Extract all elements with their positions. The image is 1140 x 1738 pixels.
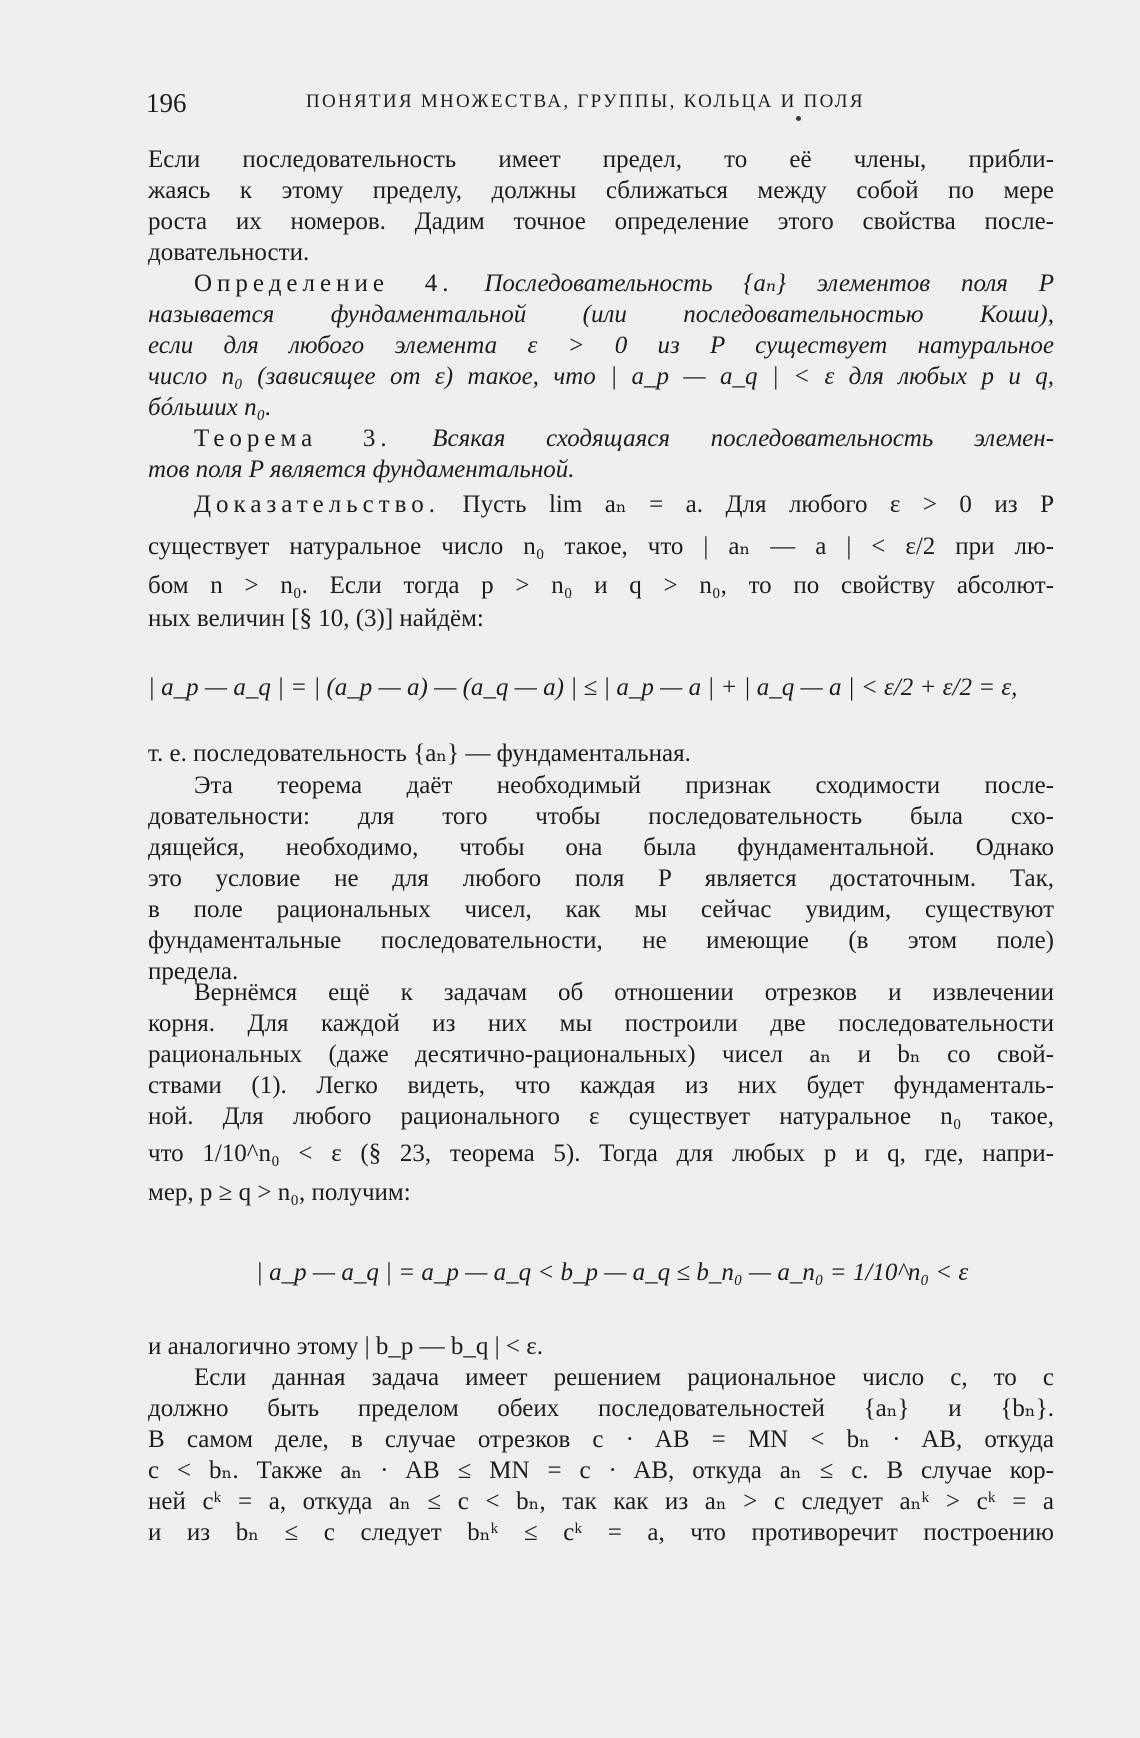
definition-text: Последовательность {aₙ} элементов поля P: [484, 270, 1054, 297]
proof: [148, 485, 1054, 634]
theorem-3: [148, 423, 1054, 485]
ink-speck: [796, 116, 801, 121]
definition-first-line: [148, 268, 1054, 299]
discussion-paragraph: [148, 770, 1054, 987]
text-line: рациональных (даже десятично-рациональных) чисел aₙ и bₙ со свой-: [148, 1041, 1054, 1068]
definition-line: называется фундаментальной (или последовательностью Коши),: [148, 301, 1054, 328]
proof-line: бом n > n₀. Если тогда p > n₀ и q > n₀, то по свойству абсолют-: [148, 572, 1054, 599]
text-line: Если последовательность имеет предел, то её члены, прибли-: [148, 146, 1054, 173]
text-line: предела.: [148, 958, 239, 985]
proof-label: Доказательство.: [194, 491, 441, 518]
text-line: роста их номеров. Дадим точное определение этого свойства после-: [148, 208, 1054, 235]
text-line: ной. Для любого рационального ε существует натуральное n₀ такое,: [148, 1103, 1054, 1130]
proof-first-line: Доказательство. Пусть lim aₙ = a. Для любого ε > 0 из P: [194, 491, 1055, 518]
proof-equation: | a_p — a_q | = | (a_p — a) — (a_q — a) | ≤ | a_p — a | + | a_q — a | < ε/2 + ε/2 = ε,: [148, 674, 1018, 701]
text-line: жаясь к этому пределу, должны сближаться между собой по мере: [148, 177, 1054, 204]
proof-line: ных величин [§ 10, (3)] найдём:: [148, 605, 484, 632]
analog-line: [148, 1331, 1054, 1362]
text-line: корня. Для каждой из них мы построили две последовательности: [148, 1010, 1054, 1037]
definition-4: [148, 268, 1054, 423]
text-line: и аналогично этому | b_p — b_q | < ε.: [148, 1333, 544, 1360]
definition-line: число n₀ (зависящее от ε) такое, что | a_p — a_q | < ε для любых p и q,: [148, 363, 1054, 390]
theorem-text: Всякая сходящаяся последовательность элемен-: [432, 425, 1054, 452]
proof-conclusion: [148, 738, 1054, 769]
text-line: т. е. последовательность {aₙ} — фундаментальная.: [148, 740, 691, 767]
final-paragraph: [148, 1362, 1054, 1548]
text-line: В самом деле, в случае отрезков c · AB = MN < bₙ · AB, откуда: [148, 1426, 1054, 1453]
proof-line: существует натуральное число n₀ такое, что | aₙ — a | < ε/2 при лю-: [148, 533, 1054, 560]
text-line: и из bₙ ≤ c следует bₙᵏ ≤ cᵏ = a, что противоречит построению: [148, 1519, 1054, 1546]
text-line: ней cᵏ = a, откуда aₙ ≤ c < bₙ, так как из aₙ > c следует aₙᵏ > cᵏ = a: [148, 1488, 1054, 1515]
definition-line: если для любого элемента ε > 0 из P существует натуральное: [148, 332, 1054, 359]
text-line: ствами (1). Легко видеть, что каждая из них будет фундаменталь-: [148, 1072, 1054, 1099]
text-line: Эта теорема даёт необходимый признак сходимости после-: [194, 772, 1054, 799]
text-line: фундаментальные последовательности, не имеющие (в этом поле): [148, 927, 1054, 954]
text-line: это условие не для любого поля P является достаточным. Так,: [148, 865, 1054, 892]
running-title: ПОНЯТИЯ МНОЖЕСТВА, ГРУППЫ, КОЛЬЦА И ПОЛЯ: [306, 91, 865, 112]
text-line: что 1/10^n₀ < ε (§ 23, теорема 5). Тогда для любых p и q, где, напри-: [148, 1140, 1054, 1167]
page-number: 196: [146, 88, 187, 118]
text-line: должно быть пределом обеих последовательностей {aₙ} и {bₙ}.: [148, 1395, 1054, 1422]
definition-line: бóльших n₀.: [148, 394, 272, 421]
text-line: в поле рациональных чисел, как мы сейчас увидим, существуют: [148, 896, 1054, 923]
theorem-line: тов поля P является фундаментальной.: [148, 456, 575, 483]
intro-paragraph: [148, 144, 1054, 268]
theorem-label: Теорема 3.: [194, 425, 392, 452]
text-line: дящейся, необходимо, чтобы она была фундаментальной. Однако: [148, 834, 1054, 861]
definition-label: Определение 4.: [194, 270, 454, 297]
text-line: c < bₙ. Также aₙ · AB ≤ MN = c · AB, откуда aₙ ≤ c. В случае кор-: [148, 1457, 1054, 1484]
text-line: Вернёмся ещё к задачам об отношении отрезков и извлечении: [194, 979, 1054, 1006]
text-line: мер, p ≥ q > n₀, получим:: [148, 1179, 411, 1206]
theorem-first-line: [148, 423, 1054, 454]
text-line: довательности: для того чтобы последовательность была схо-: [148, 803, 1054, 830]
second-equation: | a_p — a_q | = a_p — a_q < b_p — a_q ≤ b_n₀ — a_n₀ = 1/10^n₀ < ε: [256, 1259, 969, 1286]
return-paragraph: [148, 977, 1054, 1210]
text-line: Если данная задача имеет решением рациональное число c, то c: [194, 1364, 1054, 1391]
text-line: довательности.: [148, 239, 310, 266]
